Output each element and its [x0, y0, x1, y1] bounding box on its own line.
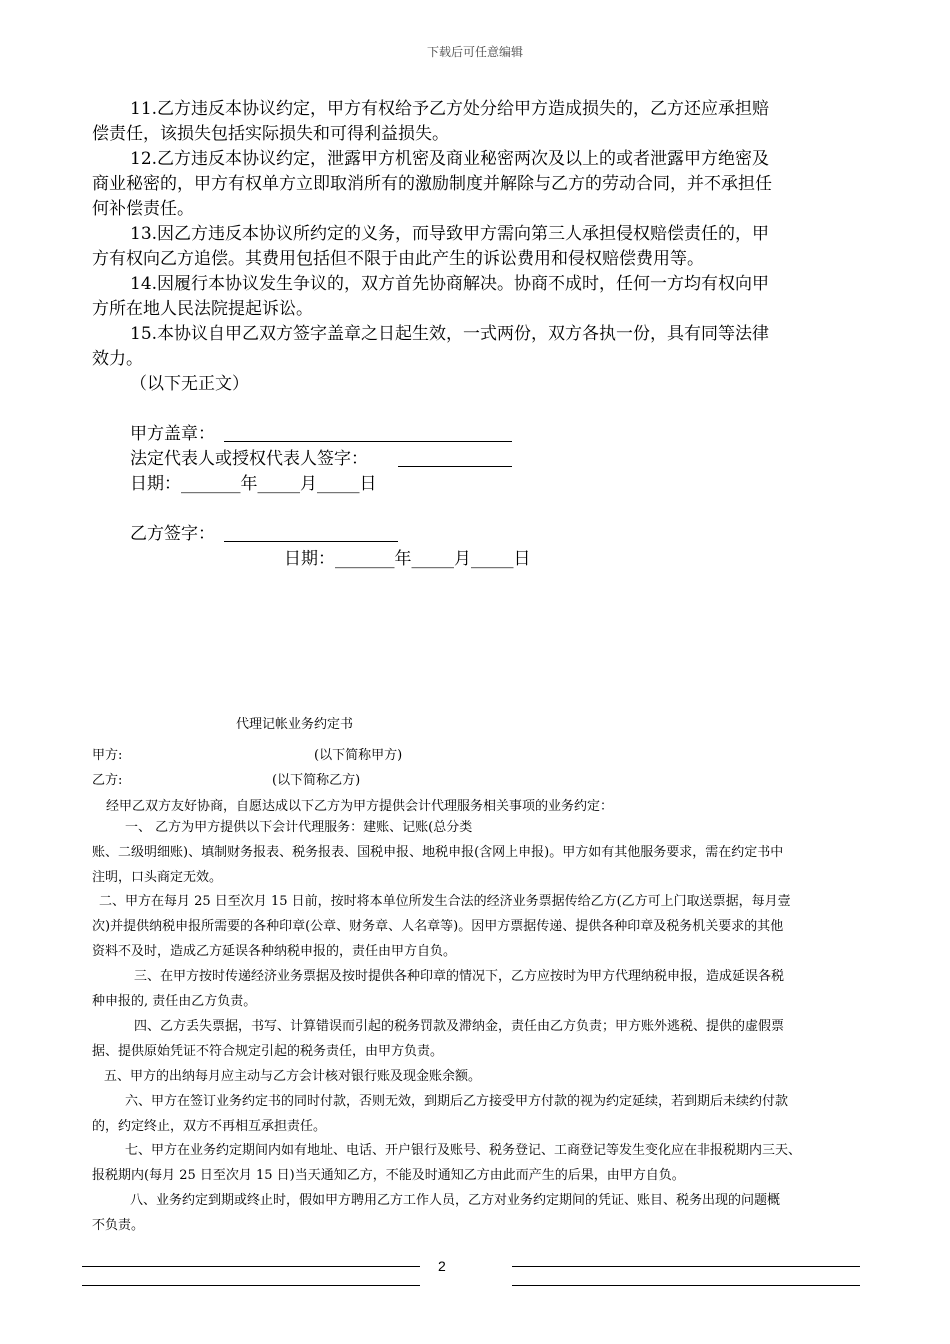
no-more-text: （以下无正文） [130, 374, 249, 394]
footer-rule-right-bottom [512, 1285, 860, 1286]
page-number: 2 [438, 1258, 446, 1274]
party-b-note: (以下简称乙方) [272, 773, 361, 788]
item-7: 七、甲方在业务约定期间内如有地址、电话、开户银行及账号、税务登记、工商登记等发生变化应在非报税期内三天、 报税期内(每月 25 日至次月 15 日)当天通知乙方，不能及时通知乙方由此而产生的后果，由甲方自负。 [92, 1143, 802, 1183]
date-a: 日期：_______年_____月_____日 [130, 474, 377, 494]
footer-rule-left-top [82, 1266, 420, 1267]
clause-13: 13.因乙方违反本协议所约定的义务，而导致甲方需向第三人承担侵权赔偿责任的，甲 方有权向乙方追偿。其费用包括但不限于由此产生的诉讼费用和侵权赔偿费用等。 [92, 224, 770, 269]
item-1: 一、 乙方为甲方提供以下会计代理服务：建账、记账(总分类 账、二级明细账)、填制财务报表、税务报表、国税申报、地税申报(含网上申报)。甲方如有其他服务要求，需在约定书中 注明，口头商定无效。 [92, 820, 784, 885]
item-8: 八、业务约定到期或终止时，假如甲方聘用乙方工作人员，乙方对业务约定期间的凭证、账目、税务出现的问题概 不负责。 [92, 1193, 781, 1233]
party-b-label: 乙方: [92, 773, 123, 788]
item-6: 六、甲方在签订业务约定书的同时付款，否则无效，到期后乙方接受甲方付款的视为约定延续，若到期后未续约付款 的，约定终止，双方不再相互承担责任。 [92, 1094, 789, 1134]
agreement-intro: 经甲乙双方友好协商，自愿达成以下乙方为甲方提供会计代理服务相关事项的业务约定： [106, 799, 614, 814]
footer-rule-right-top [512, 1266, 860, 1267]
clause-14: 14.因履行本协议发生争议的，双方首先协商解决。协商不成时，任何一方均有权向甲 方所在地人民法院提起诉讼。 [92, 274, 770, 319]
page-header: 下载后可任意编辑 [426, 45, 523, 59]
party-a-note: (以下简称甲方) [314, 748, 403, 763]
item-5: 五、甲方的出纳每月应主动与乙方会计核对银行账及现金账余额。 [104, 1069, 482, 1084]
party-b-sign-label: 乙方签字： [130, 524, 215, 544]
legal-rep-label: 法定代表人或授权代表人签字： [130, 449, 368, 469]
clause-11: 11.乙方违反本协议约定，甲方有权给予乙方处分给甲方造成损失的，乙方还应承担赔 偿责任，该损失包括实际损失和可得利益损失。 [92, 99, 770, 144]
clause-15: 15.本协议自甲乙双方签字盖章之日起生效，一式两份，双方各执一份，具有同等法律 效力。 [92, 324, 770, 369]
date-b: 日期：_______年_____月_____日 [284, 549, 531, 569]
footer-rule-left-bottom [82, 1285, 420, 1286]
item-4: 四、乙方丢失票据，书写、计算错误而引起的税务罚款及滞纳金，责任由乙方负责；甲方账外逃税、提供的虚假票 据、提供原始凭证不符合规定引起的税务责任，由甲方负责。 [92, 1019, 785, 1059]
party-a-seal-line [224, 441, 512, 442]
party-a-label: 甲方: [92, 748, 123, 763]
party-b-sign-line [224, 541, 398, 542]
clause-12: 12.乙方违反本协议约定，泄露甲方机密及商业秘密两次及以上的或者泄露甲方绝密及 商业秘密的，甲方有权单方立即取消所有的激励制度并解除与乙方的劳动合同，并不承担任 何补偿责任。 [92, 149, 772, 219]
party-a-seal-label: 甲方盖章： [130, 424, 215, 444]
agreement-title: 代理记帐业务约定书 [236, 717, 354, 732]
legal-rep-line [398, 466, 512, 467]
item-2: 二、甲方在每月 25 日至次月 15 日前，按时将本单位所发生合法的经济业务票据传给乙方(乙方可上门取送票据，每月壹 次)并提供纳税申报所需要的各种印章(公章、财务章、人名章等)。因甲方票据传递、提供各种印章及税务机关要求的其他 资料不及时，造成乙方延误各种纳税申报的，责任由甲方自负。 [92, 894, 791, 959]
item-3: 三、在甲方按时传递经济业务票据及按时提供各种印章的情况下，乙方应按时为甲方代理纳税申报，造成延误各税 种申报的, 责任由乙方负责。 [92, 969, 785, 1009]
